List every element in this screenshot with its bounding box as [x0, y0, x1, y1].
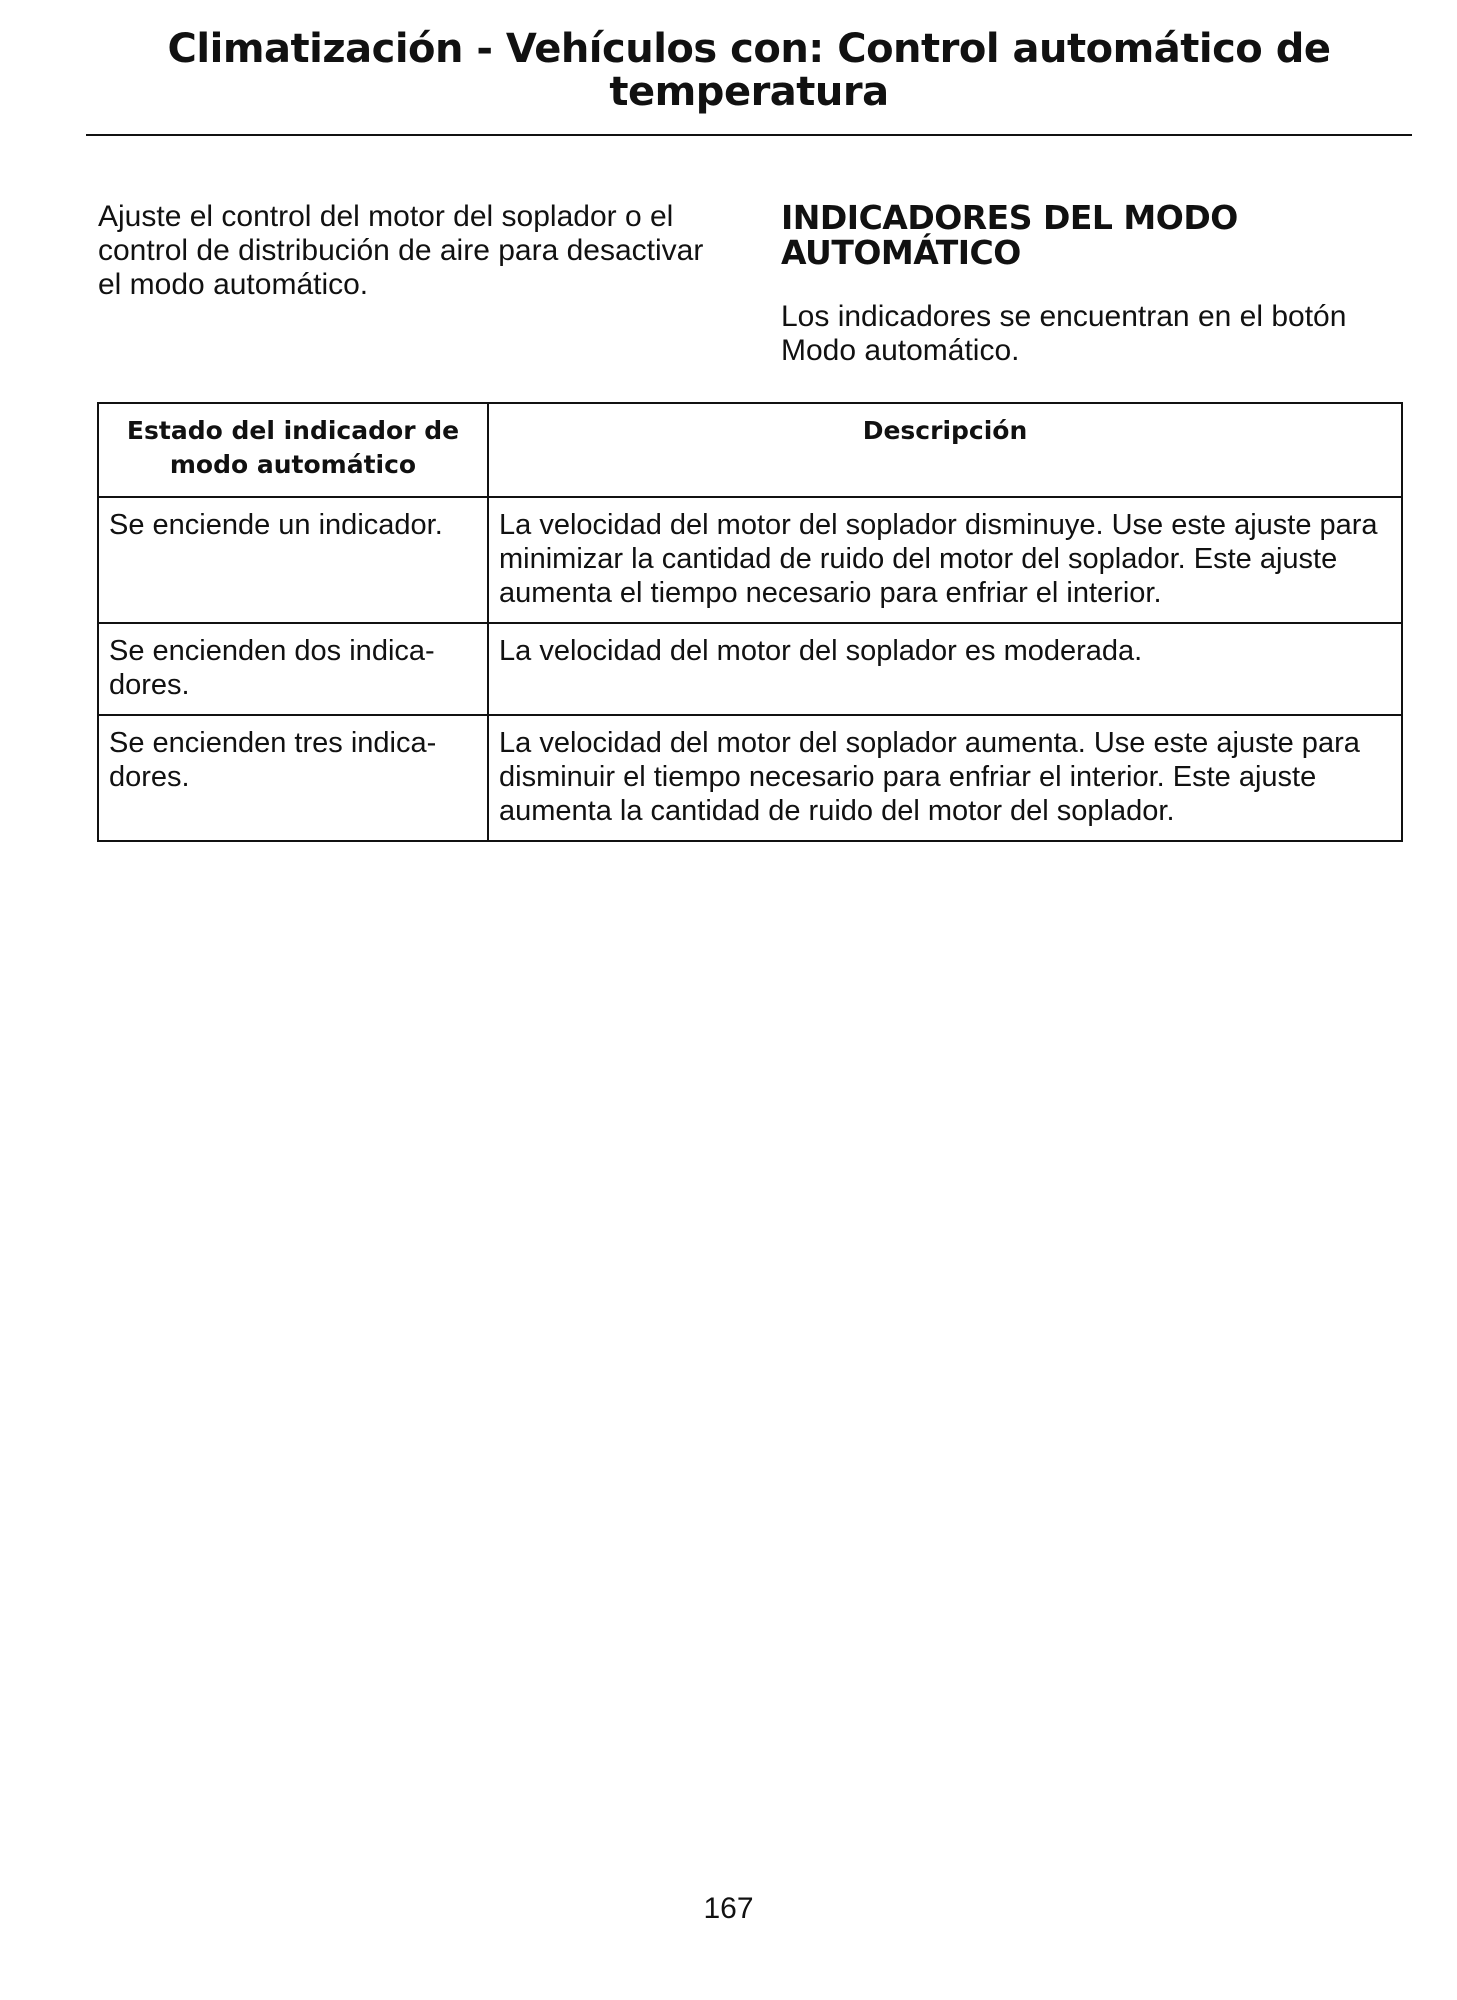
table-row — [98, 715, 1402, 841]
table-cell-description: La velocidad del motor del soplador aumenta. Use este ajuste para disminuir el tiempo necesario para enfriar el interior. Este ajuste aumenta la cantidad de ruido del motor del soplador. — [488, 715, 1402, 841]
intro-paragraph: Ajuste el control del motor del soplador o el control de distribución de aire para desactivar el modo automático. — [98, 200, 704, 301]
table-cell-state: Se encienden tres indica-dores. — [98, 715, 488, 841]
table-cell-description: La velocidad del motor del soplador es moderada. — [488, 623, 1402, 715]
section-heading-line-1: INDICADORES DEL MODO — [781, 198, 1238, 237]
indicators-section — [781, 200, 1421, 368]
section-heading — [781, 200, 1421, 270]
table-cell-state: Se encienden dos indica-dores. — [98, 623, 488, 715]
page-title — [86, 28, 1412, 114]
page-title-line-1: Climatización - Vehículos con: Control automático de — [167, 26, 1331, 72]
table-header-row — [98, 403, 1402, 497]
page-header — [86, 28, 1412, 136]
section-paragraph: Los indicadores se encuentran en el botón Modo automático. — [781, 300, 1347, 367]
table-cell-state: Se enciende un indicador. — [98, 497, 488, 623]
table-row — [98, 497, 1402, 623]
page-title-line-2: temperatura — [609, 69, 889, 115]
table-cell-description: La velocidad del motor del soplador disminuye. Use este ajuste para minimizar la cantidad de ruido del motor del soplador. Este ajuste aumenta el tiempo necesario para enfriar el interior. — [488, 497, 1402, 623]
page-number: 167 — [703, 1892, 754, 1925]
table-row — [98, 623, 1402, 715]
section-heading-line-2: AUTOMÁTICO — [781, 233, 1021, 272]
indicator-table — [97, 402, 1403, 842]
table-header-description: Descripción — [488, 403, 1402, 497]
table-header-state: Estado del indicador de modo automático — [98, 403, 488, 497]
